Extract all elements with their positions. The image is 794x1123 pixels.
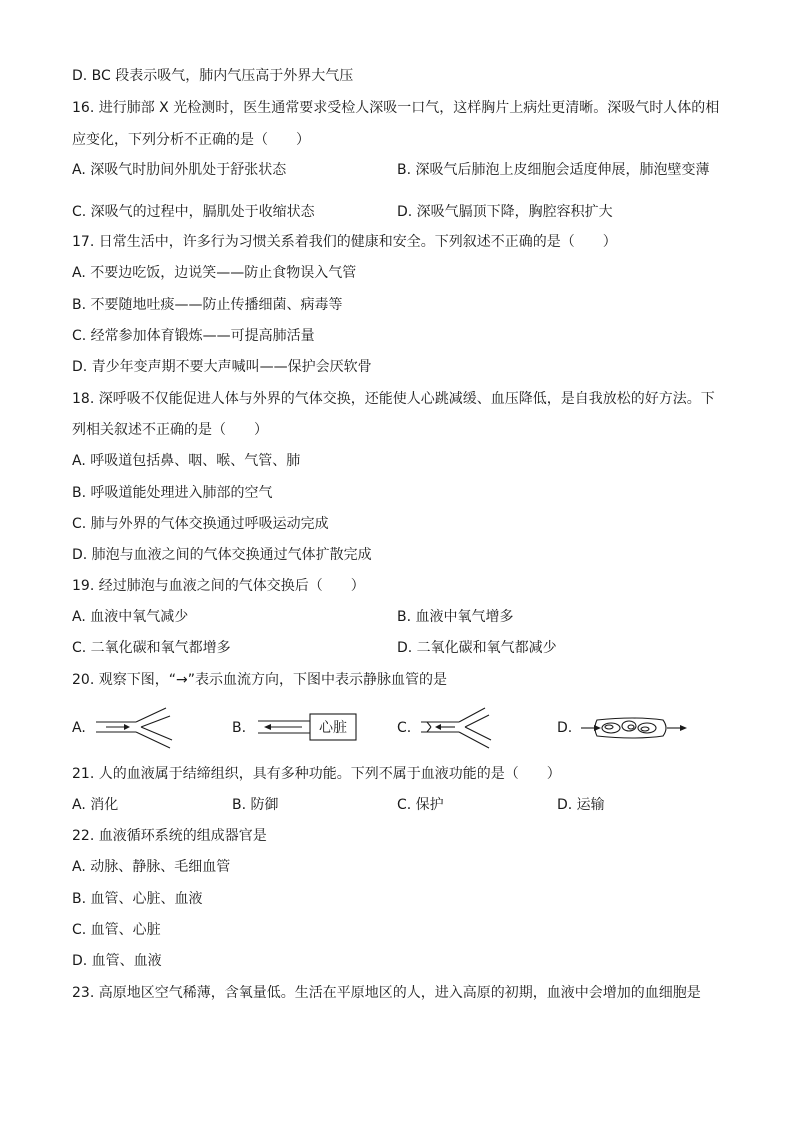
q20-diagram-a: [94, 706, 178, 750]
q21-option-d: D. 运输: [557, 797, 605, 813]
q16-option-c: C. 深吸气的过程中，膈肌处于收缩状态: [72, 204, 315, 220]
q19-option-c: C. 二氧化碳和氧气都增多: [72, 640, 231, 656]
q20-option-c-label: C.: [397, 720, 412, 736]
q16-option-d: D. 深吸气膈顶下降，胸腔容积扩大: [397, 204, 613, 220]
q21-stem: 21. 人的血液属于结缔组织，具有多种功能。下列不属于血液功能的是（ ）: [72, 766, 561, 782]
q17-option-c: C. 经常参加体育锻炼——可提高肺活量: [72, 328, 315, 344]
q22-option-b: B. 血管、心脏、血液: [72, 891, 203, 907]
q18-stem-line1: 18. 深呼吸不仅能促进人体与外界的气体交换，还能使人心跳减缓、血压降低，是自我放松的好方法。下: [72, 391, 715, 407]
q19-option-a: A. 血液中氧气减少: [72, 609, 189, 625]
q22-option-a: A. 动脉、静脉、毛细血管: [72, 859, 231, 875]
q20-diagram-d: [579, 706, 689, 750]
q20-diagram-b: [254, 706, 360, 750]
q22-stem: 22. 血液循环系统的组成器官是: [72, 828, 267, 844]
q20-option-b: [232, 706, 397, 750]
q18-stem-line2: 列相关叙述不正确的是（ ）: [72, 422, 268, 438]
q19-option-b: B. 血液中氧气增多: [397, 609, 514, 625]
heart-label: 心脏: [319, 720, 347, 736]
q23-stem: 23. 高原地区空气稀薄，含氧量低。生活在平原地区的人，进入高原的初期，血液中会增加的血细胞是: [72, 985, 701, 1001]
q20-option-a: [72, 706, 232, 750]
q19-option-d: D. 二氧化碳和氧气都减少: [397, 640, 557, 656]
q18-option-c: C. 肺与外界的气体交换通过呼吸运动完成: [72, 516, 329, 532]
q17-option-a: A. 不要边吃饭，边说笑——防止食物误入气管: [72, 265, 357, 281]
q20-diagram-c: [419, 706, 495, 750]
q22-option-d: D. 血管、血液: [72, 953, 162, 969]
q16-stem-line1: 16. 进行肺部 X 光检测时，医生通常要求受检人深吸一口气，这样胸片上病灶更清晰。深吸气时人体的相: [72, 100, 720, 116]
q20-option-a-label: A.: [72, 720, 86, 736]
q20-option-b-label: B.: [232, 720, 247, 736]
q16-option-b: B. 深吸气后肺泡上皮细胞会适度伸展，肺泡壁变薄: [397, 162, 710, 178]
q16-stem-line2: 应变化，下列分析不正确的是（ ）: [72, 132, 310, 148]
q21-option-a: A. 消化: [72, 797, 119, 813]
q15-option-d: D. BC 段表示吸气，肺内气压高于外界大气压: [72, 68, 354, 84]
q17-option-b: B. 不要随地吐痰——防止传播细菌、病毒等: [72, 297, 343, 313]
q20-option-d: [557, 706, 732, 750]
q19-stem: 19. 经过肺泡与血液之间的气体交换后（ ）: [72, 578, 365, 594]
q22-option-c: C. 血管、心脏: [72, 922, 161, 938]
q17-stem: 17. 日常生活中，许多行为习惯关系着我们的健康和安全。下列叙述不正确的是（ ）: [72, 234, 617, 250]
q16-option-a: A. 深吸气时肋间外肌处于舒张状态: [72, 162, 287, 178]
q21-option-c: C. 保护: [397, 797, 444, 813]
q20-option-d-label: D.: [557, 720, 573, 736]
q18-option-a: A. 呼吸道包括鼻、咽、喉、气管、肺: [72, 453, 301, 469]
q20-stem: 20. 观察下图，“→”表示血流方向，下图中表示静脉血管的是: [72, 672, 447, 688]
q18-option-b: B. 呼吸道能处理进入肺部的空气: [72, 485, 273, 501]
q20-option-c: [397, 706, 557, 750]
q18-option-d: D. 肺泡与血液之间的气体交换通过气体扩散完成: [72, 547, 372, 563]
q21-option-b: B. 防御: [232, 797, 279, 813]
q20-diagrams: [72, 706, 732, 750]
q17-option-d: D. 青少年变声期不要大声喊叫——保护会厌软骨: [72, 359, 372, 375]
